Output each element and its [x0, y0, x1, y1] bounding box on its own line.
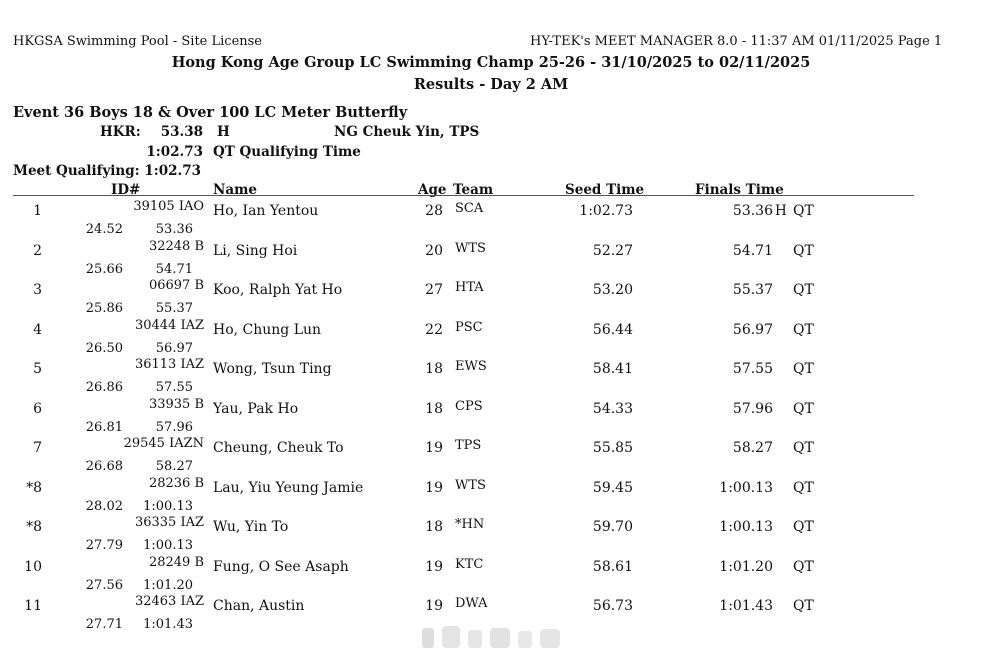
split-50m: 26.50 — [85, 340, 123, 356]
finals-time: 58.27 — [732, 440, 773, 456]
result-row — [0, 436, 982, 480]
qualified-mark: QT — [793, 203, 814, 219]
split-50m: 25.66 — [85, 261, 123, 277]
team-code: *HN — [455, 517, 485, 532]
split-50m: 26.81 — [85, 419, 123, 435]
hkr-holder: NG Cheuk Yin, TPS — [334, 124, 480, 140]
swimmer-id: 36113 IAZ — [134, 357, 204, 372]
swimmer-id: 32463 IAZ — [134, 594, 204, 609]
swimmer-name: Chan, Austin — [213, 598, 305, 614]
column-id: ID# — [111, 182, 141, 198]
swimmer-age: 18 — [425, 361, 443, 377]
swimmer-id: 30444 IAZ — [134, 317, 204, 333]
qualified-mark: QT — [793, 282, 814, 298]
split-100m: 57.96 — [155, 419, 193, 435]
swimmer-name: Wu, Yin To — [213, 519, 289, 535]
seed-time: 54.33 — [592, 400, 633, 417]
header-software-page: HY-TEK's MEET MANAGER 8.0 - 11:37 AM 01/11/2025 Page 1 — [530, 34, 943, 49]
result-row — [0, 238, 982, 283]
swimmer-age: 19 — [425, 479, 443, 496]
column-name: Name — [213, 182, 257, 198]
header-divider — [13, 195, 914, 196]
swimmer-id: 32248 B — [148, 238, 204, 254]
split-50m: 26.68 — [85, 459, 123, 474]
place: 4 — [33, 321, 42, 338]
team-code: KTC — [455, 556, 484, 572]
team-code: TPS — [455, 438, 482, 453]
hkr-time: 53.38 — [160, 124, 203, 140]
swimmer-name: Yau, Pak Ho — [213, 400, 299, 417]
result-row — [0, 278, 982, 322]
result-row — [0, 475, 982, 520]
results-subtitle: Results - Day 2 AM — [413, 76, 569, 93]
split-100m: 57.55 — [155, 380, 193, 395]
split-50m: 27.56 — [85, 577, 123, 593]
swimmer-id: 36335 IAZ — [134, 515, 204, 530]
split-50m: 24.52 — [85, 222, 123, 237]
seed-time: 52.27 — [592, 242, 633, 259]
seed-time: 58.61 — [592, 558, 633, 575]
swimmer-id: 39105 IAO — [133, 199, 204, 214]
team-code: SCA — [455, 201, 484, 216]
split-50m: 27.71 — [85, 617, 123, 632]
place: 3 — [33, 282, 42, 298]
qualified-mark: QT — [793, 519, 814, 535]
split-50m: 28.02 — [85, 498, 123, 514]
qualified-mark: QT — [793, 558, 814, 575]
record-mark: H — [775, 203, 787, 219]
watermark-logo — [420, 622, 570, 652]
team-code: PSC — [455, 319, 483, 335]
swimmer-age: 18 — [425, 400, 443, 417]
finals-time: 55.37 — [732, 282, 773, 298]
split-100m: 56.97 — [155, 340, 193, 356]
place: 10 — [24, 558, 42, 575]
swimmer-name: Cheung, Cheuk To — [213, 440, 344, 456]
finals-time: 56.97 — [732, 321, 773, 338]
result-row — [0, 554, 982, 599]
finals-time: 1:00.13 — [719, 479, 773, 496]
result-row — [0, 357, 982, 401]
qualified-mark: QT — [793, 321, 814, 338]
place: 5 — [33, 361, 42, 377]
split-100m: 1:01.20 — [143, 577, 193, 593]
qualified-mark: QT — [793, 242, 814, 259]
result-row — [0, 199, 982, 243]
finals-time: 57.55 — [732, 361, 773, 377]
qualified-mark: QT — [793, 400, 814, 417]
swimmer-name: Ho, Chung Lun — [213, 321, 322, 338]
seed-time: 59.45 — [592, 479, 633, 496]
split-50m: 25.86 — [85, 301, 123, 316]
result-row — [0, 317, 982, 362]
column-team: Team — [453, 182, 494, 198]
place: *8 — [26, 479, 42, 496]
seed-time: 58.41 — [592, 361, 633, 377]
swimmer-id: 29545 IAZN — [123, 436, 204, 451]
team-code: WTS — [455, 477, 486, 493]
place: 11 — [24, 598, 42, 614]
split-50m: 27.79 — [85, 538, 123, 553]
seed-time: 59.70 — [592, 519, 633, 535]
finals-time: 53.36 — [732, 203, 773, 219]
split-100m: 53.36 — [155, 222, 193, 237]
split-100m: 1:00.13 — [143, 538, 193, 553]
place: *8 — [26, 519, 42, 535]
qualifying-time-label: QT Qualifying Time — [213, 144, 361, 160]
swimmer-age: 19 — [425, 558, 443, 575]
place: 6 — [33, 400, 42, 417]
seed-time: 56.44 — [592, 321, 633, 338]
place: 1 — [33, 203, 42, 219]
qualified-mark: QT — [793, 361, 814, 377]
meet-qualifying: Meet Qualifying: 1:02.73 — [13, 163, 202, 179]
result-row — [0, 396, 982, 441]
finals-time: 54.71 — [732, 242, 773, 259]
team-code: EWS — [455, 359, 487, 374]
result-row — [0, 515, 982, 559]
team-code: DWA — [455, 596, 488, 611]
qualifying-time: 1:02.73 — [146, 144, 203, 160]
swimmer-name: Li, Sing Hoi — [213, 242, 298, 259]
swimmer-id: 28249 B — [148, 554, 204, 570]
header-site-license: HKGSA Swimming Pool - Site License — [13, 34, 262, 49]
split-100m: 1:00.13 — [143, 498, 193, 514]
team-code: WTS — [455, 240, 486, 256]
swimmer-name: Koo, Ralph Yat Ho — [213, 282, 343, 298]
seed-time: 55.85 — [592, 440, 633, 456]
column-finals-time: Finals Time — [695, 182, 784, 198]
qualified-mark: QT — [793, 479, 814, 496]
hkr-code: H — [217, 124, 230, 140]
qualified-mark: QT — [793, 598, 814, 614]
swimmer-id: 33935 B — [148, 396, 204, 412]
place: 2 — [33, 242, 42, 259]
split-100m: 55.37 — [155, 301, 193, 316]
hkr-label: HKR: — [100, 124, 141, 140]
swimmer-name: Fung, O See Asaph — [213, 558, 349, 575]
swimmer-age: 28 — [425, 203, 443, 219]
swimmer-name: Wong, Tsun Ting — [213, 361, 332, 377]
seed-time: 53.20 — [592, 282, 633, 298]
seed-time: 1:02.73 — [579, 203, 633, 219]
finals-time: 57.96 — [732, 400, 773, 417]
swimmer-name: Lau, Yiu Yeung Jamie — [213, 479, 364, 496]
split-100m: 58.27 — [155, 459, 193, 474]
split-100m: 54.71 — [155, 261, 193, 277]
swimmer-age: 19 — [425, 440, 443, 456]
finals-time: 1:00.13 — [719, 519, 773, 535]
swimmer-id: 28236 B — [148, 475, 204, 491]
swimmer-id: 06697 B — [148, 278, 204, 293]
qualified-mark: QT — [793, 440, 814, 456]
swimmer-age: 19 — [425, 598, 443, 614]
swimmer-age: 22 — [425, 321, 443, 338]
split-100m: 1:01.43 — [143, 617, 193, 632]
seed-time: 56.73 — [592, 598, 633, 614]
column-age: Age — [418, 182, 447, 198]
swimmer-age: 27 — [425, 282, 443, 298]
event-title: Event 36 Boys 18 & Over 100 LC Meter Butterfly — [13, 104, 408, 121]
team-code: CPS — [455, 398, 483, 414]
column-seed-time: Seed Time — [565, 182, 645, 198]
swimmer-age: 20 — [425, 242, 443, 259]
finals-time: 1:01.43 — [719, 598, 773, 614]
finals-time: 1:01.20 — [719, 558, 773, 575]
meet-title: Hong Kong Age Group LC Swimming Champ 25-26 - 31/10/2025 to 02/11/2025 — [171, 54, 811, 71]
split-50m: 26.86 — [85, 380, 123, 395]
team-code: HTA — [455, 280, 484, 295]
swimmer-age: 18 — [425, 519, 443, 535]
place: 7 — [33, 440, 42, 456]
swimmer-name: Ho, Ian Yentou — [213, 203, 319, 219]
